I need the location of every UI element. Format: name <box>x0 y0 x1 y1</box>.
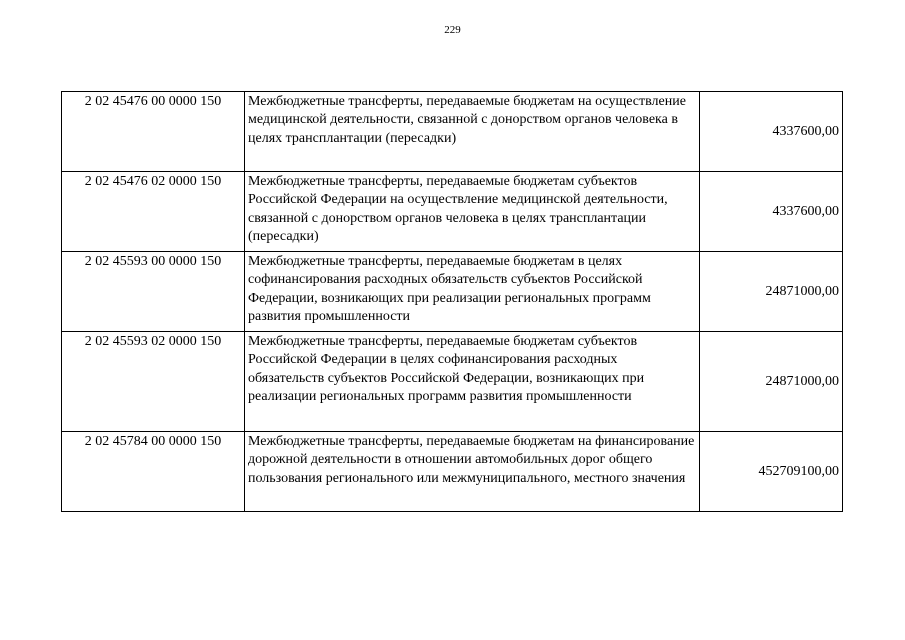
budget-revenue-table <box>61 91 843 512</box>
revenue-code-cell: 2 02 45593 02 0000 150 <box>62 332 245 432</box>
table-row <box>62 172 843 252</box>
revenue-amount-cell: 4337600,00 <box>700 92 843 172</box>
revenue-name-cell: Межбюджетные трансферты, передаваемые бюджетам в целях софинансирования расходных обязательств субъектов Российской Федерации, возникающих при реализации региональных программ развития промышленности <box>245 252 700 332</box>
revenue-code-cell: 2 02 45784 00 0000 150 <box>62 432 245 512</box>
revenue-code-cell: 2 02 45476 02 0000 150 <box>62 172 245 252</box>
revenue-name-cell: Межбюджетные трансферты, передаваемые бюджетам на финансирование дорожной деятельности в отношении автомобильных дорог общего пользования регионального или межмуниципального, местного значения <box>245 432 700 512</box>
revenue-code-cell: 2 02 45476 00 0000 150 <box>62 92 245 172</box>
page-number: 229 <box>444 24 461 36</box>
table-row <box>62 252 843 332</box>
revenue-amount-cell: 4337600,00 <box>700 172 843 252</box>
revenue-name-cell: Межбюджетные трансферты, передаваемые бюджетам субъектов Российской Федерации в целях софинансирования расходных обязательств субъектов Российской Федерации, возникающих при реализации региональных программ развития промышленности <box>245 332 700 432</box>
table-row <box>62 92 843 172</box>
revenue-code-cell: 2 02 45593 00 0000 150 <box>62 252 245 332</box>
table-row <box>62 432 843 512</box>
revenue-amount-cell: 24871000,00 <box>700 332 843 432</box>
table-row <box>62 332 843 432</box>
revenue-name-cell: Межбюджетные трансферты, передаваемые бюджетам на осуществление медицинской деятельности, связанной с донорством органов человека в целях трансплантации (пересадки) <box>245 92 700 172</box>
revenue-amount-cell: 452709100,00 <box>700 432 843 512</box>
revenue-name-cell: Межбюджетные трансферты, передаваемые бюджетам субъектов Российской Федерации на осуществление медицинской деятельности, связанной с донорством органов человека в целях трансплантации (пересадки) <box>245 172 700 252</box>
revenue-amount-cell: 24871000,00 <box>700 252 843 332</box>
